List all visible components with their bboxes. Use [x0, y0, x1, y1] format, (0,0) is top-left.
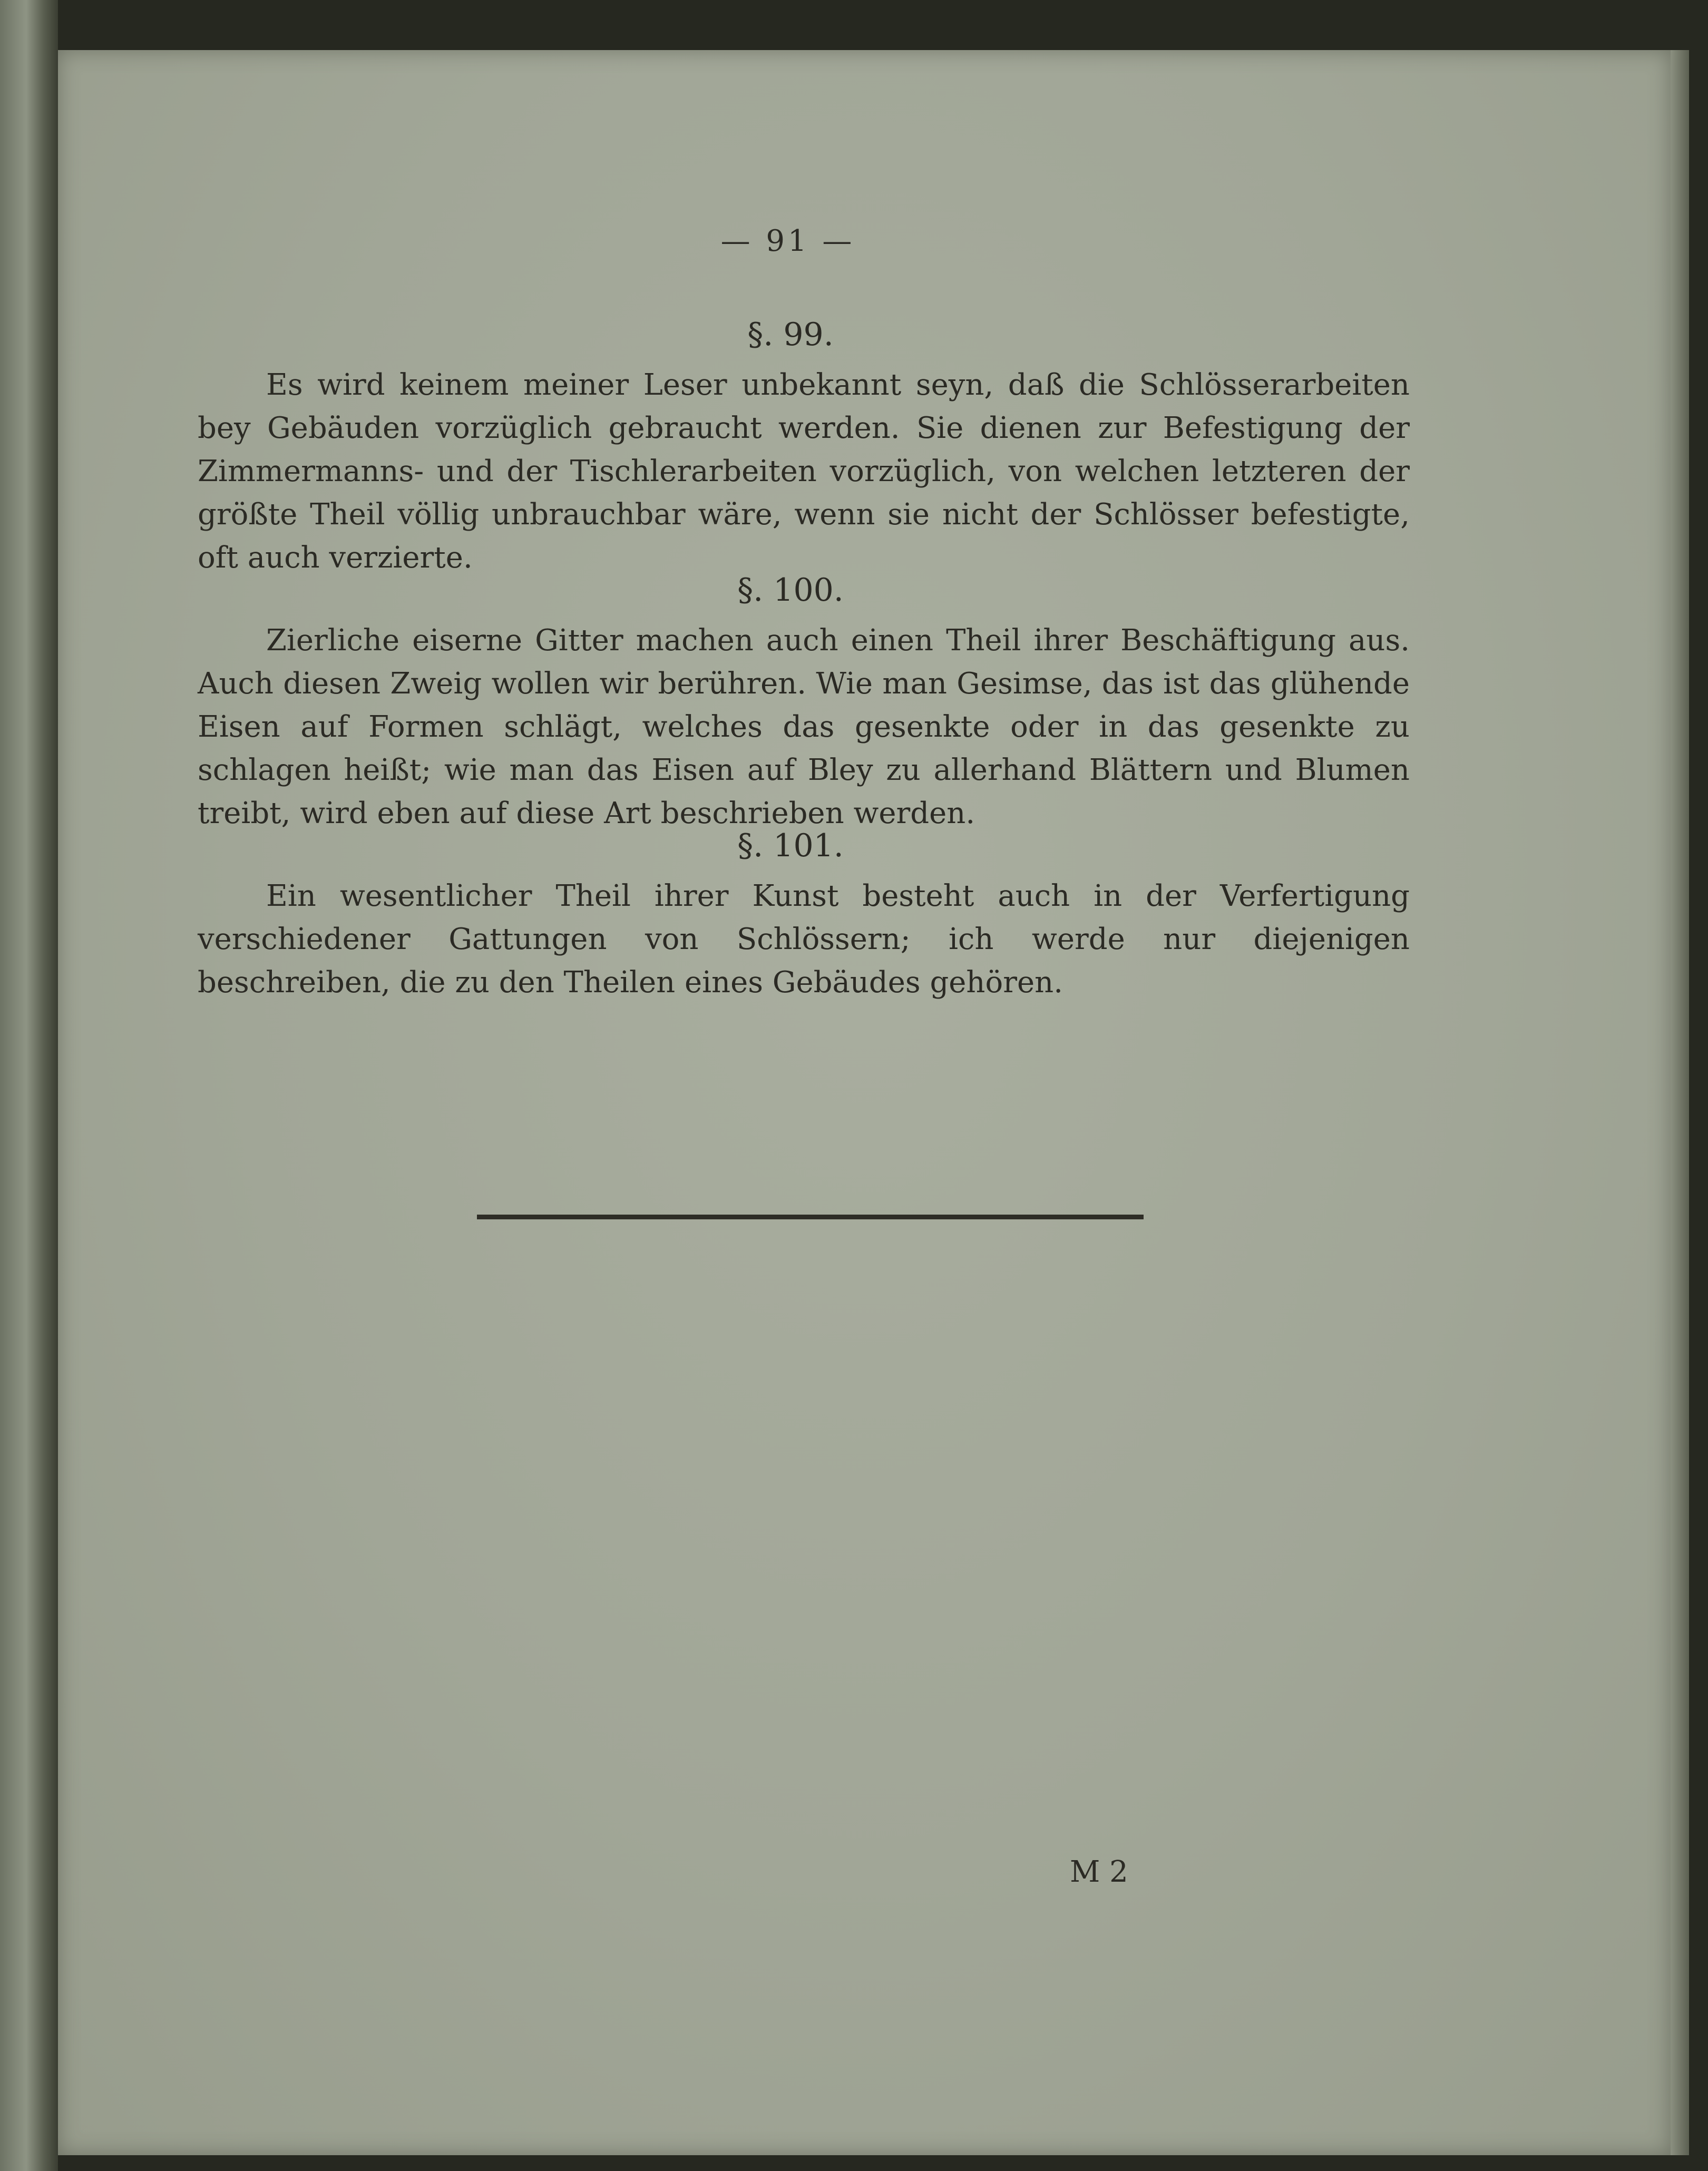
section-heading-100: §. 100.	[737, 572, 844, 609]
book-binding	[0, 0, 58, 2171]
horizontal-rule	[477, 1215, 1144, 1219]
paragraph-101: Ein wesentlicher Theil ihrer Kunst besteht auch in der Verfertigung verschiedener Gattungen von Schlössern; ich werde nur diejenigen beschreiben, die zu den Theilen eines Gebäudes gehören.	[198, 879, 1410, 1000]
section-heading-101: §. 101.	[737, 827, 844, 864]
paragraph-99: Es wird keinem meiner Leser unbekannt seyn, daß die Schlösserarbeiten bey Gebäuden vorzüglich gebraucht werden. Sie dienen zur Befestigung der Zimmermanns- und der Tischlerarbeiten vorzüglich, von welchen letzteren der größte Theil völlig unbrauchbar wäre, wenn sie nicht der Schlösser befestigte, oft auch verzierte.	[198, 368, 1410, 575]
paragraph-100: Zierliche eiserne Gitter machen auch einen Theil ihrer Beschäftigung aus. Auch diesen Zweig wollen wir berühren. Wie man Gesimse, das ist das glühende Eisen auf Formen schlägt, welches das gesenkte oder in das gesenkte zu schlagen heißt; wie man das Eisen auf Bley zu allerhand Blättern und Blumen treibt, wird eben auf diese Art beschrieben werden.	[198, 623, 1410, 830]
signature-mark: M 2	[1070, 1855, 1128, 1889]
section-heading-99: §. 99.	[747, 316, 834, 353]
page-edge	[1671, 50, 1689, 2155]
page-number: — 91 —	[720, 224, 855, 258]
